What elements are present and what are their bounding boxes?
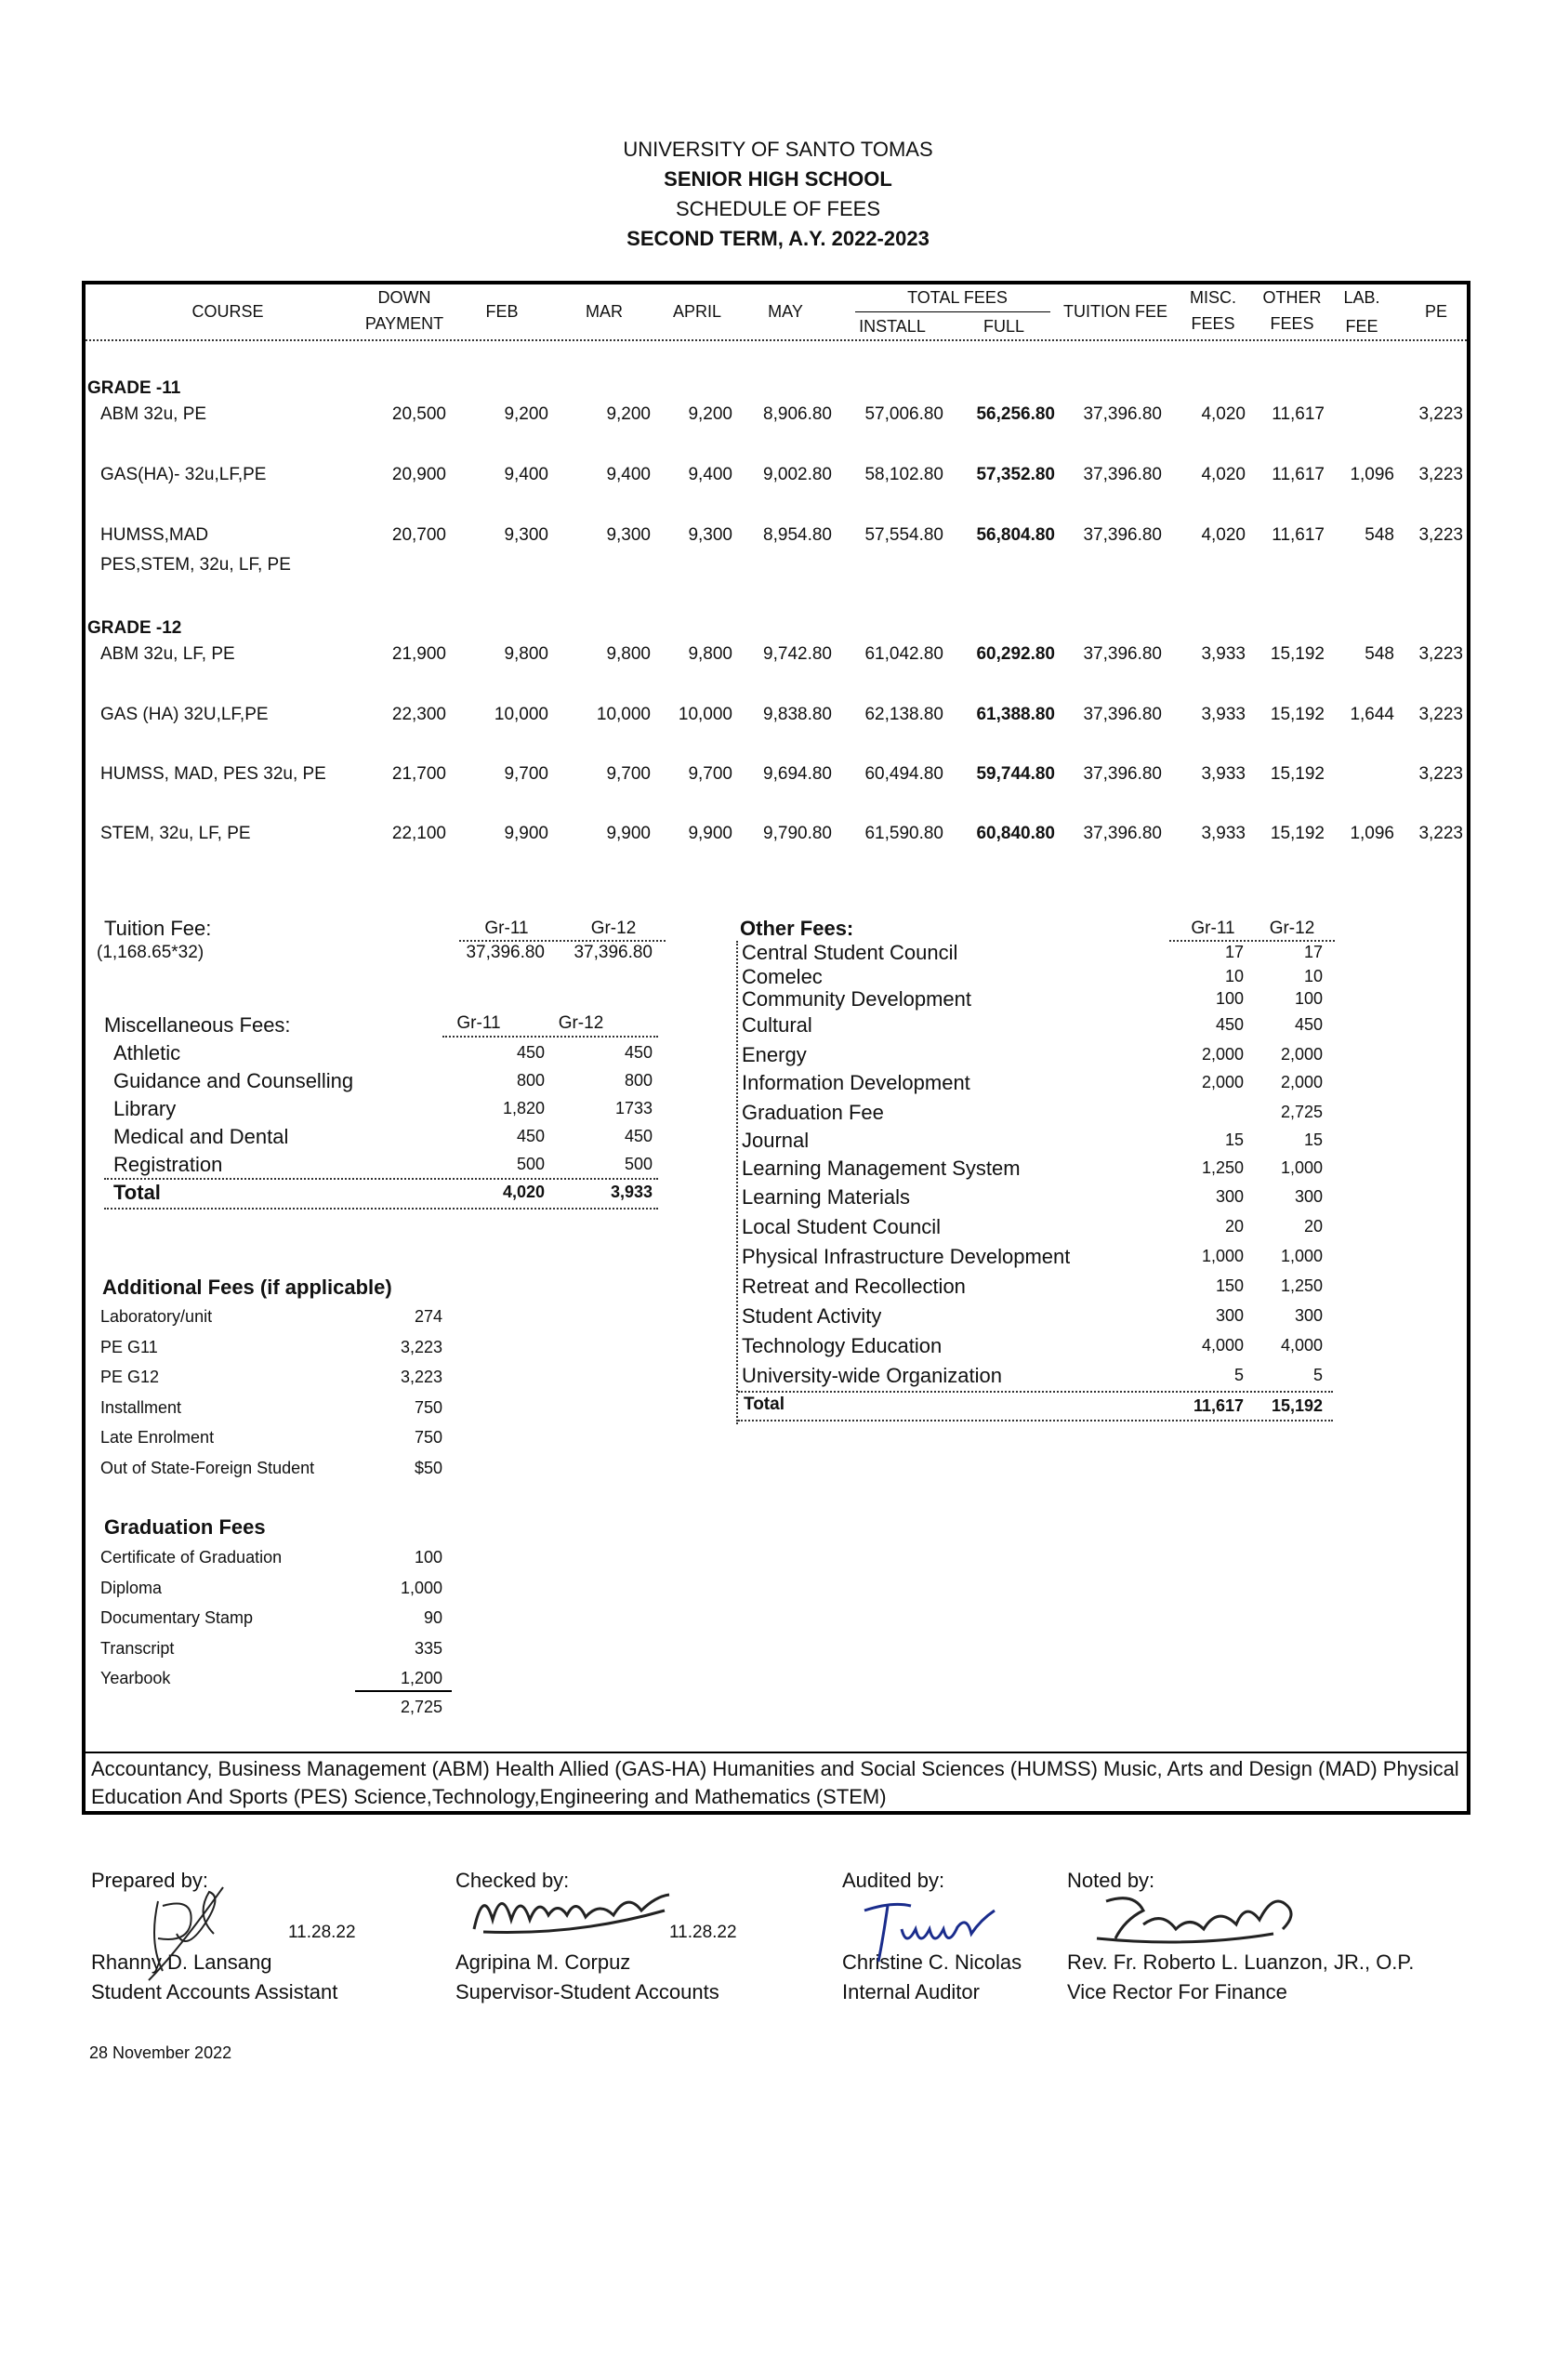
table-cell-pe: 3,223 (1418, 404, 1463, 424)
other-item-gr11: 450 (1215, 1015, 1244, 1034)
other-item-gr12: 15 (1303, 1130, 1323, 1149)
table-row-course-cont: PES,STEM, 32u, LF, PE (100, 555, 291, 575)
graduation-item-value: 1,200 (400, 1669, 442, 1687)
col-misc-1: MISC. (1189, 288, 1236, 307)
table-cell-lab: 1,644 (1350, 705, 1394, 724)
misc-item-gr12: 450 (624, 1043, 653, 1062)
table-cell-install: 60,494.80 (864, 764, 943, 784)
other-bottom-divider (738, 1420, 1333, 1421)
table-cell-down: 20,700 (391, 525, 446, 545)
col-feb: FEB (485, 302, 519, 321)
table-cell-misc: 3,933 (1201, 764, 1246, 784)
signatory-date: 11.28.22 (288, 1923, 356, 1942)
other-item-name: Physical Infrastructure Development (742, 1245, 1071, 1268)
misc-item-gr11: 800 (516, 1071, 545, 1090)
additional-item-value: $50 (414, 1458, 442, 1477)
graduation-item-name: Yearbook (100, 1669, 171, 1687)
table-cell-pe: 3,223 (1418, 824, 1463, 843)
other-item-name: Learning Management System (742, 1157, 1021, 1180)
misc-col-gr11: Gr-11 (456, 1013, 501, 1033)
misc-item-gr11: 450 (516, 1043, 545, 1062)
table-cell-full: 56,804.80 (976, 525, 1055, 545)
other-item-gr12: 2,725 (1280, 1103, 1323, 1121)
col-april: APRIL (672, 302, 722, 321)
other-header-divider (1169, 940, 1335, 942)
school-name: SENIOR HIGH SCHOOL (664, 167, 892, 191)
signature-agripina-corpuz (465, 1878, 679, 1943)
table-cell-april: 10,000 (678, 705, 732, 724)
signatory-title: Internal Auditor (842, 1980, 980, 2003)
additional-item-name: Installment (100, 1397, 182, 1417)
table-cell-may: 9,838.80 (763, 705, 832, 724)
table-cell-feb: 9,200 (504, 404, 548, 424)
table-cell-other: 15,192 (1270, 824, 1325, 843)
table-cell-mar: 9,900 (606, 824, 651, 843)
table-cell-mar: 10,000 (596, 705, 651, 724)
misc-item-name: Athletic (113, 1041, 181, 1064)
table-cell-tuition: 37,396.80 (1083, 644, 1162, 664)
signatory-title: Vice Rector For Finance (1067, 1980, 1287, 2003)
other-item-name: Learning Materials (742, 1185, 910, 1209)
other-item-gr12: 10 (1303, 967, 1323, 985)
table-cell-pe: 3,223 (1418, 705, 1463, 724)
graduation-title: Graduation Fees (104, 1515, 266, 1539)
additional-item-value: 3,223 (400, 1337, 442, 1356)
additional-item-value: 750 (414, 1397, 442, 1417)
other-total-gr11: 11,617 (1193, 1396, 1244, 1415)
table-cell-install: 61,042.80 (864, 644, 943, 664)
graduation-item-name: Diploma (100, 1578, 163, 1597)
other-item-gr11: 15 (1224, 1130, 1244, 1149)
other-left-border (736, 941, 738, 1424)
table-cell-other: 11,617 (1272, 465, 1325, 484)
signatory-role: Noted by: (1067, 1869, 1155, 1892)
table-cell-full: 56,256.80 (976, 404, 1055, 424)
grade-11-label: GRADE -11 (87, 378, 181, 398)
table-cell-install: 62,138.80 (864, 705, 943, 724)
additional-item-value: 274 (414, 1307, 442, 1326)
col-mar: MAR (586, 302, 623, 321)
signatory-title: Supervisor-Student Accounts (455, 1980, 719, 2003)
misc-item-name: Library (113, 1097, 177, 1120)
table-cell-misc: 4,020 (1201, 465, 1246, 484)
table-cell-lab: 1,096 (1350, 465, 1394, 484)
col-misc-2: FEES (1191, 314, 1235, 333)
table-cell-feb: 9,900 (504, 824, 548, 843)
other-item-gr12: 20 (1303, 1217, 1323, 1236)
table-row-course: HUMSS,MAD (100, 525, 209, 545)
col-down-1: DOWN (377, 288, 431, 307)
additional-item-name: PE G12 (100, 1368, 160, 1386)
signature-rhanny-lansang (121, 1869, 242, 1999)
other-item-gr11: 4,000 (1201, 1336, 1244, 1355)
misc-item-name: Registration (113, 1153, 223, 1176)
other-item-name: Local Student Council (742, 1215, 942, 1238)
table-cell-mar: 9,200 (606, 404, 651, 424)
table-cell-tuition: 37,396.80 (1083, 404, 1162, 424)
signatory-date: 11.28.22 (669, 1923, 737, 1942)
col-full: FULL (982, 317, 1024, 336)
print-date: 28 November 2022 (89, 2043, 232, 2062)
other-item-name: Journal (742, 1129, 810, 1152)
other-item-name: Technology Education (742, 1334, 943, 1357)
col-total: TOTAL FEES (907, 288, 1008, 307)
table-cell-down: 21,700 (391, 764, 446, 784)
col-lab-1: LAB. (1343, 288, 1380, 307)
tuition-formula: (1,168.65*32) (97, 943, 204, 962)
col-down-2: PAYMENT (364, 314, 444, 333)
table-cell-install: 58,102.80 (864, 465, 943, 484)
additional-item-name: Out of State-Foreign Student (100, 1458, 315, 1477)
table-row-course: ABM 32u, PE (100, 404, 207, 424)
table-cell-may: 9,694.80 (763, 764, 832, 784)
table-cell-feb: 9,800 (504, 644, 548, 664)
other-total-gr12: 15,192 (1271, 1396, 1323, 1415)
table-cell-april: 9,200 (688, 404, 732, 424)
table-cell-other: 15,192 (1270, 644, 1325, 664)
other-item-gr11: 10 (1224, 967, 1244, 985)
col-pe: PE (1424, 302, 1447, 321)
table-cell-full: 60,292.80 (976, 644, 1055, 664)
other-item-gr12: 4,000 (1280, 1336, 1323, 1355)
footnote-divider (84, 1752, 1469, 1753)
col-course: COURSE (191, 302, 264, 321)
table-cell-full: 60,840.80 (976, 824, 1055, 843)
table-cell-lab: 1,096 (1350, 824, 1394, 843)
table-cell-tuition: 37,396.80 (1083, 764, 1162, 784)
table-cell-april: 9,400 (688, 465, 732, 484)
table-cell-april: 9,700 (688, 764, 732, 784)
grade-12-label: GRADE -12 (87, 618, 182, 638)
table-cell-install: 57,554.80 (864, 525, 943, 545)
signatory-name: Agripina M. Corpuz (455, 1950, 631, 1974)
table-cell-lab: 548 (1365, 644, 1394, 664)
table-cell-down: 20,500 (391, 404, 446, 424)
table-cell-down: 22,300 (391, 705, 446, 724)
table-cell-april: 9,800 (688, 644, 732, 664)
misc-total-divider (104, 1178, 658, 1180)
table-cell-misc: 3,933 (1201, 644, 1246, 664)
signatory-name: Rev. Fr. Roberto L. Luanzon, JR., O.P. (1067, 1950, 1415, 1974)
misc-item-gr12: 450 (624, 1127, 653, 1145)
signatory-title: Student Accounts Assistant (91, 1980, 338, 2003)
misc-total-gr11: 4,020 (502, 1183, 545, 1201)
tuition-title: Tuition Fee: (104, 917, 212, 940)
other-title: Other Fees: (740, 917, 854, 940)
additional-item-name: Laboratory/unit (100, 1307, 213, 1326)
other-item-gr11: 20 (1224, 1217, 1244, 1236)
misc-item-name: Medical and Dental (113, 1125, 289, 1148)
misc-col-gr12: Gr-12 (558, 1013, 604, 1033)
misc-item-gr11: 500 (516, 1155, 545, 1173)
other-item-gr12: 450 (1294, 1015, 1323, 1034)
additional-item-name: Late Enrolment (100, 1428, 215, 1447)
table-cell-mar: 9,700 (606, 764, 651, 784)
other-item-gr11: 300 (1215, 1306, 1244, 1325)
footnote-line-2: Education And Sports (PES) Science,Technology,Engineering and Mathematics (STEM) (91, 1785, 887, 1808)
signature-christine-nicolas (855, 1892, 1013, 1966)
other-item-name: University-wide Organization (742, 1364, 1002, 1387)
table-cell-mar: 9,800 (606, 644, 651, 664)
additional-title: Additional Fees (if applicable) (102, 1276, 392, 1299)
other-col-gr12: Gr-12 (1269, 919, 1315, 938)
signatory-name: Rhanny D. Lansang (91, 1950, 272, 1974)
other-item-name: Graduation Fee (742, 1101, 884, 1124)
table-cell-tuition: 37,396.80 (1083, 525, 1162, 545)
table-cell-install: 57,006.80 (864, 404, 943, 424)
other-item-name: Community Development (742, 987, 971, 1011)
table-cell-full: 59,744.80 (976, 764, 1055, 784)
other-item-name: Central Student Council (742, 941, 958, 964)
other-item-gr12: 100 (1294, 989, 1323, 1008)
col-tuition: TUITION FEE (1063, 302, 1167, 321)
graduation-item-value: 335 (414, 1638, 442, 1658)
graduation-total: 2,725 (400, 1698, 442, 1716)
col-other-2: FEES (1270, 314, 1314, 333)
other-item-gr12: 300 (1294, 1306, 1323, 1325)
signatory-role: Prepared by: (91, 1869, 208, 1892)
tuition-col-gr11: Gr-11 (484, 919, 529, 938)
table-cell-tuition: 37,396.80 (1083, 824, 1162, 843)
table-cell-pe: 3,223 (1418, 764, 1463, 784)
table-cell-down: 22,100 (391, 824, 446, 843)
other-item-gr12: 1,000 (1280, 1247, 1323, 1265)
table-cell-other: 15,192 (1270, 764, 1325, 784)
graduation-item-value: 1,000 (400, 1578, 442, 1597)
other-item-gr12: 1,000 (1280, 1158, 1323, 1177)
other-total-divider (738, 1391, 1333, 1393)
table-cell-may: 9,790.80 (763, 824, 832, 843)
misc-bottom-divider (104, 1208, 658, 1210)
other-item-name: Retreat and Recollection (742, 1275, 966, 1298)
table-cell-install: 61,590.80 (864, 824, 943, 843)
table-cell-misc: 3,933 (1201, 705, 1246, 724)
additional-item-value: 750 (414, 1428, 442, 1447)
table-cell-feb: 10,000 (494, 705, 548, 724)
misc-total-label: Total (113, 1181, 161, 1204)
other-item-gr12: 2,000 (1280, 1045, 1323, 1064)
graduation-item-name: Certificate of Graduation (100, 1548, 283, 1567)
other-item-gr11: 300 (1215, 1187, 1244, 1206)
col-lab-2: FEE (1345, 317, 1378, 336)
misc-item-gr11: 450 (516, 1127, 545, 1145)
other-item-gr12: 300 (1294, 1187, 1323, 1206)
other-item-name: Information Development (742, 1071, 970, 1094)
table-cell-misc: 3,933 (1201, 824, 1246, 843)
misc-total-gr12: 3,933 (610, 1183, 653, 1201)
other-item-gr11: 2,000 (1201, 1045, 1244, 1064)
col-may: MAY (768, 302, 803, 321)
misc-item-gr12: 500 (624, 1155, 653, 1173)
footnote-line-1: Accountancy, Business Management (ABM) Health Allied (GAS-HA) Humanities and Social Sciences (HUMSS) Music, Arts and Design (MAD) Physical (91, 1757, 1459, 1780)
other-item-gr11: 1,000 (1201, 1247, 1244, 1265)
table-cell-other: 11,617 (1272, 404, 1325, 424)
signatory-role: Checked by: (455, 1869, 570, 1892)
table-cell-may: 8,906.80 (763, 404, 832, 424)
document-title: SCHEDULE OF FEES (675, 197, 881, 220)
table-cell-feb: 9,300 (504, 525, 548, 545)
tuition-value-gr11: 37,396.80 (466, 943, 545, 962)
table-cell-mar: 9,400 (606, 465, 651, 484)
table-cell-may: 8,954.80 (763, 525, 832, 545)
other-item-gr12: 1,250 (1280, 1276, 1323, 1295)
other-item-gr11: 5 (1233, 1366, 1244, 1384)
table-cell-feb: 9,400 (504, 465, 548, 484)
other-item-gr11: 100 (1215, 989, 1244, 1008)
other-item-name: Energy (742, 1043, 807, 1066)
misc-item-gr11: 1,820 (502, 1099, 545, 1117)
table-row-course: GAS (HA) 32U,LF,PE (100, 705, 269, 724)
additional-item-name: PE G11 (100, 1337, 158, 1356)
table-cell-mar: 9,300 (606, 525, 651, 545)
table-cell-feb: 9,700 (504, 764, 548, 784)
table-row-course: HUMSS, MAD, PES 32u, PE (100, 764, 326, 784)
graduation-item-name: Transcript (100, 1638, 175, 1658)
signature-roberto-luanzon (1088, 1883, 1311, 1957)
col-other-1: OTHER (1262, 288, 1322, 307)
table-cell-other: 11,617 (1272, 525, 1325, 545)
table-cell-april: 9,900 (688, 824, 732, 843)
table-cell-full: 57,352.80 (976, 465, 1055, 484)
header-divider (86, 339, 1467, 341)
graduation-item-value: 90 (423, 1608, 442, 1627)
table-cell-down: 20,900 (391, 465, 446, 484)
other-col-gr11: Gr-11 (1191, 919, 1235, 938)
col-install: INSTALL (859, 317, 926, 336)
other-item-gr12: 2,000 (1280, 1073, 1323, 1091)
table-row-course: ABM 32u, LF, PE (100, 644, 235, 664)
graduation-item-value: 100 (414, 1548, 442, 1567)
misc-title: Miscellaneous Fees: (104, 1013, 291, 1037)
other-item-name: Cultural (742, 1013, 812, 1037)
other-item-gr11: 2,000 (1201, 1073, 1244, 1091)
signatory-role: Audited by: (842, 1869, 945, 1892)
other-item-gr12: 17 (1303, 943, 1323, 961)
table-cell-lab: 548 (1365, 525, 1394, 545)
table-cell-misc: 4,020 (1201, 404, 1246, 424)
tuition-col-gr12: Gr-12 (590, 919, 637, 938)
table-cell-misc: 4,020 (1201, 525, 1246, 545)
misc-item-name: Guidance and Counselling (113, 1069, 354, 1092)
table-cell-pe: 3,223 (1418, 525, 1463, 545)
table-cell-tuition: 37,396.80 (1083, 705, 1162, 724)
other-total-label: Total (744, 1395, 785, 1414)
table-cell-may: 9,742.80 (763, 644, 832, 664)
other-item-name: Comelec (742, 965, 823, 988)
misc-item-gr12: 1733 (614, 1099, 653, 1117)
table-row-course: STEM, 32u, LF, PE (100, 824, 251, 843)
misc-item-gr12: 800 (624, 1071, 653, 1090)
table-cell-pe: 3,223 (1418, 644, 1463, 664)
tuition-value-gr12: 37,396.80 (574, 943, 653, 962)
other-item-gr11: 150 (1215, 1276, 1244, 1295)
tuition-header-divider (459, 940, 666, 942)
table-cell-may: 9,002.80 (763, 465, 832, 484)
table-cell-down: 21,900 (391, 644, 446, 664)
university-name: UNIVERSITY OF SANTO TOMAS (623, 138, 933, 161)
table-row-course: GAS(HA)- 32u,LF,PE (100, 465, 267, 484)
other-item-gr12: 5 (1312, 1366, 1323, 1384)
table-cell-other: 15,192 (1270, 705, 1325, 724)
signatory-name: Christine C. Nicolas (842, 1950, 1022, 1974)
table-cell-april: 9,300 (688, 525, 732, 545)
graduation-total-line (355, 1690, 452, 1692)
other-item-gr11: 17 (1224, 943, 1244, 961)
term-label: SECOND TERM, A.Y. 2022-2023 (626, 227, 930, 250)
table-cell-pe: 3,223 (1418, 465, 1463, 484)
table-cell-full: 61,388.80 (976, 705, 1055, 724)
other-item-name: Student Activity (742, 1304, 882, 1328)
table-cell-tuition: 37,396.80 (1083, 465, 1162, 484)
additional-item-value: 3,223 (400, 1368, 442, 1386)
other-item-gr11: 1,250 (1201, 1158, 1244, 1177)
total-fees-underline (855, 311, 1050, 312)
graduation-item-name: Documentary Stamp (100, 1608, 254, 1627)
misc-header-divider (442, 1036, 658, 1038)
